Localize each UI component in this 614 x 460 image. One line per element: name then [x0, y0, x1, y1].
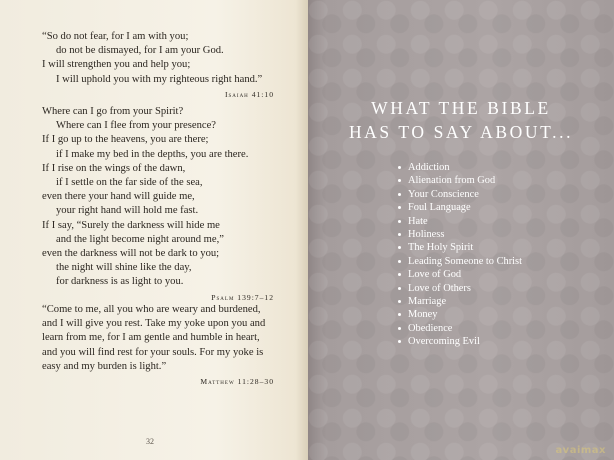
verse-line: I will uphold you with my righteous right hand.” [56, 73, 263, 85]
verse-line: “So do not fear, for I am with you; [42, 31, 189, 42]
bullet-icon [398, 220, 401, 223]
page-number: 32 [146, 437, 154, 446]
verse-line: easy and my burden is light.” [42, 360, 167, 372]
topic-label: Hate [408, 215, 428, 227]
topic-item [396, 228, 522, 241]
topic-item [396, 215, 522, 228]
right-page [308, 0, 614, 460]
verse-line: if I settle on the far side of the sea, [56, 177, 203, 189]
verse-line: If I rise on the wings of the dawn, [42, 162, 186, 174]
bullet-icon [398, 327, 401, 330]
topic-item [396, 282, 522, 295]
topic-item [396, 201, 522, 214]
topic-item [396, 241, 522, 254]
topic-label: Obedience [408, 322, 453, 334]
bullet-icon [398, 246, 401, 249]
topic-item [396, 188, 522, 201]
verse-line: the night will shine like the day, [56, 262, 192, 274]
passage-psalm [42, 105, 274, 303]
passage-isaiah [42, 30, 274, 100]
topic-list [396, 161, 522, 349]
bullet-icon [398, 260, 401, 263]
bullet-icon [398, 206, 401, 209]
verse-line: I will strengthen you and help you; [42, 59, 191, 71]
verse-line: for darkness is as light to you. [56, 276, 184, 288]
verse-line: and I will give you rest. Take my yoke upon you and [42, 318, 266, 330]
topic-item [396, 335, 522, 348]
topic-label: Leading Someone to Christ [408, 255, 522, 267]
passage-matthew [42, 303, 274, 387]
topic-label: Money [408, 309, 438, 321]
verse-line: even there your hand will guide me, [42, 191, 195, 203]
topic-item [396, 322, 522, 335]
topic-label: Love of God [408, 269, 462, 281]
verse-line: and the light become night around me,” [56, 233, 224, 245]
topic-item [396, 295, 522, 308]
verse-line: If I say, “Surely the darkness will hide me [42, 219, 220, 231]
verse-reference: Matthew 11:28–30 [200, 377, 274, 387]
bullet-icon [398, 273, 401, 276]
topic-item [396, 161, 522, 174]
heading-line-2: HAS TO SAY ABOUT... [348, 122, 574, 142]
bullet-icon [398, 233, 401, 236]
verse-reference: Isaiah 41:10 [224, 89, 274, 99]
verse-line: if I make my bed in the depths, you are there. [56, 148, 249, 160]
topic-label: Overcoming Evil [408, 336, 480, 348]
topic-item [396, 308, 522, 321]
topic-item [396, 174, 522, 187]
bullet-icon [398, 340, 401, 343]
bullet-icon [398, 287, 401, 290]
topic-label: Addiction [408, 162, 450, 173]
bullet-icon [398, 193, 401, 196]
verse-line: Where can I flee from your presence? [56, 120, 216, 132]
topic-label: Your Conscience [408, 188, 479, 200]
verse-line: Where can I go from your Spirit? [42, 106, 184, 117]
watermark-logo: avaimax [555, 445, 606, 456]
verse-line: If I go up to the heavens, you are there; [42, 134, 209, 146]
topic-item [396, 255, 522, 268]
heading-line-1: WHAT THE BIBLE [371, 98, 551, 118]
verse-line: “Come to me, all you who are weary and burdened, [42, 304, 261, 315]
topic-label: Alienation from God [408, 175, 496, 187]
verse-line: your right hand will hold me fast. [56, 205, 199, 217]
bullet-icon [398, 313, 401, 316]
topic-label: Love of Others [408, 282, 471, 294]
bullet-icon [398, 300, 401, 303]
topic-label: Marriage [408, 296, 447, 308]
verse-line: do not be dismayed, for I am your God. [56, 45, 224, 57]
topic-item [396, 268, 522, 281]
topic-label: Foul Language [408, 202, 471, 214]
topic-label: The Holy Spirit [408, 242, 474, 254]
topic-label: Holiness [408, 229, 445, 241]
verse-line: even the darkness will not be dark to you; [42, 248, 220, 260]
verse-reference: Psalm 139:7–12 [211, 292, 274, 302]
verse-line: and you will find rest for your souls. For my yoke is [42, 346, 264, 358]
section-heading [308, 96, 614, 144]
bullet-icon [398, 166, 401, 169]
verse-line: learn from me, for I am gentle and humble in heart, [42, 332, 260, 344]
bullet-icon [398, 179, 401, 182]
